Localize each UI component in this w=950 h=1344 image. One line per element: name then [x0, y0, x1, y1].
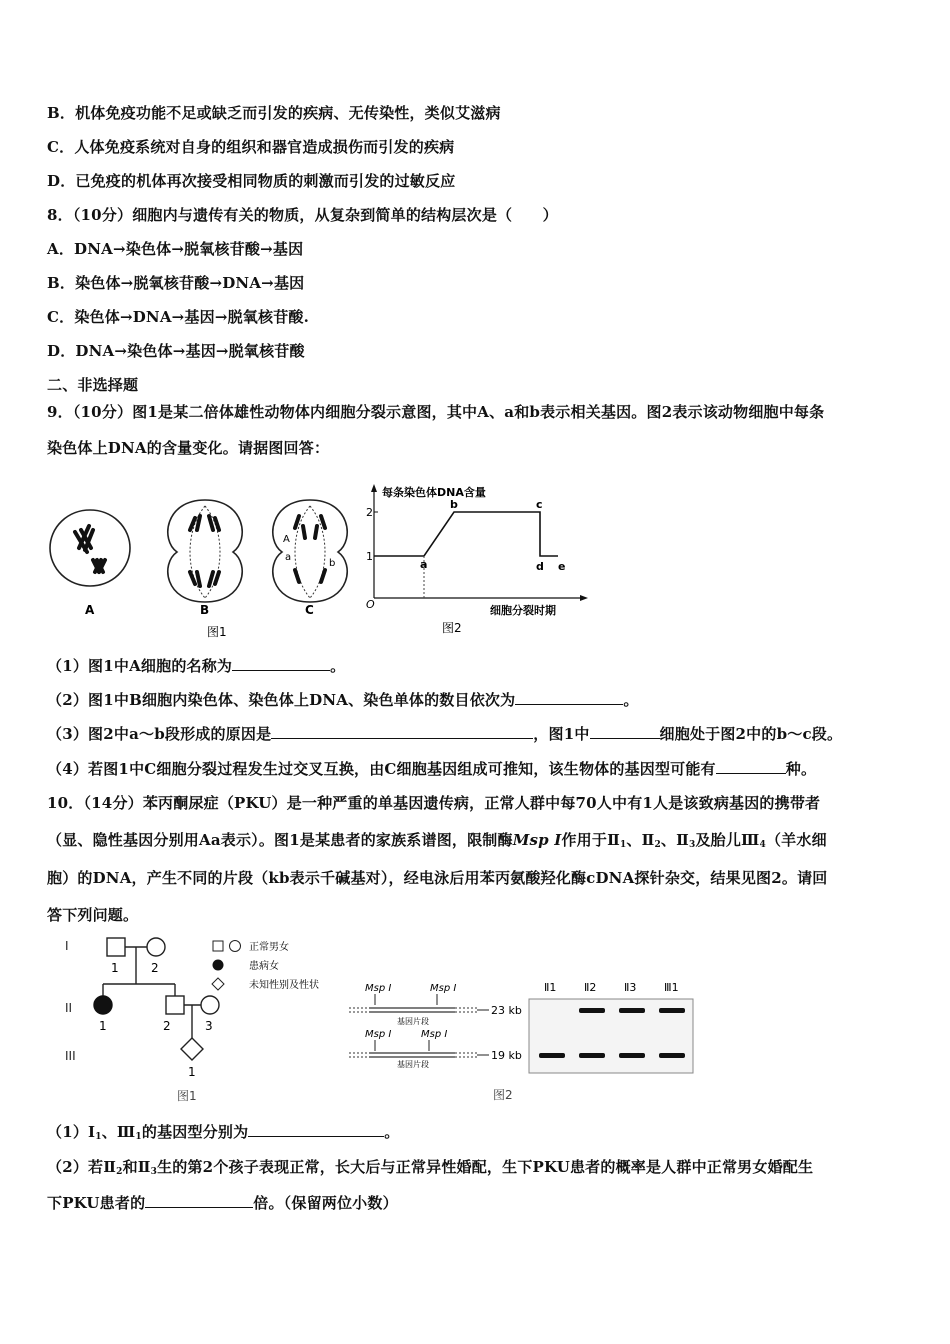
origin-label: O: [366, 598, 375, 611]
generation-label-1: I: [65, 939, 69, 953]
gene-label-a-upper: A: [283, 534, 290, 545]
band-23kb: [579, 1008, 605, 1013]
q8-option-b: B．染色体→脱氧核苷酸→DNA→基因: [47, 274, 305, 292]
point-b: b: [450, 498, 458, 511]
figure1-caption: 图1: [207, 625, 227, 639]
lane-label: Ⅲ1: [664, 981, 679, 994]
dna-content-line: [374, 512, 558, 556]
pedigree-figure: [55, 932, 355, 1108]
cell-label-b: B: [200, 603, 210, 617]
q7-option-b: B．机体免疫功能不足或缺乏而引发的疾病、无传染性，类似艾滋病: [47, 104, 501, 122]
cell-b-membrane: [168, 500, 242, 602]
cell-a-chromosomes: [75, 526, 105, 572]
legend-circle-icon: [230, 941, 241, 952]
q9-sub3: （3）图2中a～b段形成的原因是 ，图1中 细胞处于图2中的b～c段。: [47, 725, 843, 743]
cell-label-a: A: [85, 603, 95, 617]
q10-stem-1: 10．（14分）苯丙酮尿症（PKU）是一种严重的单基因遗传病，正常人群中每70人中有1人是该致病基因的携带者: [47, 794, 821, 812]
generation-label-3: III: [65, 1049, 76, 1063]
point-e: e: [558, 560, 566, 573]
pedigree-iii1-unknown: [181, 1038, 203, 1060]
q8-option-c: C．染色体→DNA→基因→脱氧核苷酸.: [47, 308, 310, 326]
q10-stem-4: 答下列问题。: [47, 906, 139, 924]
q9-sub2: （2）图1中B细胞内染色体、染色体上DNA、染色单体的数目依次为 。: [47, 691, 639, 709]
ii2-number: 2: [163, 1019, 171, 1033]
pedigree-ii1-affected-female: [94, 996, 112, 1014]
band-19kb: [579, 1053, 605, 1058]
pedigree-ii3-female: [201, 996, 219, 1014]
y-axis-arrow: [371, 484, 377, 492]
pedigree-i1-male: [107, 938, 125, 956]
figure2-caption: 图2: [442, 621, 462, 635]
q7-option-c: C．人体免疫系统对自身的组织和器官造成损伤而引发的疾病: [47, 138, 455, 156]
gene-fragment-label: 基因片段: [397, 1060, 429, 1069]
generation-label-2: II: [65, 1001, 73, 1015]
size-23kb: 23 kb: [491, 1004, 522, 1017]
band-23kb: [659, 1008, 685, 1013]
band-19kb: [619, 1053, 645, 1058]
q10-sub2-line1: （2）若$Ⅱ_2$和$Ⅱ_3$生的第2个孩子表现正常，长大后与正常异性婚配，生下PKU患者的概率是人群中正常男女婚配生: [47, 1158, 814, 1177]
gel-caption: 图2: [493, 1088, 513, 1102]
band-23kb: [619, 1008, 645, 1013]
legend-square-icon: [213, 941, 223, 951]
msp-site-label: Msp I: [365, 1029, 392, 1040]
gene-label-b: b: [329, 558, 336, 569]
q9-figure2: [362, 480, 592, 640]
pedigree-i2-female: [147, 938, 165, 956]
section-title: 二、非选择题: [47, 376, 139, 394]
point-d: d: [536, 560, 544, 573]
answer-blank[interactable]: [716, 759, 786, 774]
legend-diamond-icon: [212, 978, 224, 990]
answer-blank[interactable]: [145, 1193, 253, 1208]
ii1-number: 1: [99, 1019, 107, 1033]
q7-option-d: D．已免疫的机体再次接受相同物质的刺激而引发的过敏反应: [47, 172, 456, 190]
q9-sub4: （4）若图1中C细胞分裂过程发生过交叉互换，由C细胞基因组成可推知，该生物体的基因型可能有 种。: [47, 760, 817, 778]
q9-sub1: （1）图1中A细胞的名称为 。: [47, 657, 346, 675]
q10-stem-3: 胞）的DNA，产生不同的片段（kb表示千碱基对），经电泳后用苯丙氨酸羟化酶cDNA探针杂交，结果见图2。请回: [47, 869, 828, 887]
msp-site-label: Msp I: [430, 983, 457, 994]
lane-label: Ⅱ1: [544, 981, 557, 994]
i1-number: 1: [111, 961, 119, 975]
i2-number: 2: [151, 961, 159, 975]
cell-b-chromosomes: [190, 516, 219, 586]
legend-filled-circle-icon: [213, 960, 224, 971]
q8-stem: 8．（10分）细胞内与遗传有关的物质，从复杂到简单的结构层次是（ ）: [47, 206, 558, 224]
q9-stem-2: 染色体上DNA的含量变化。请据图回答：: [47, 439, 330, 457]
legend-normal: 正常男女: [249, 942, 289, 953]
band-19kb: [539, 1053, 565, 1058]
lane-label: Ⅱ2: [584, 981, 597, 994]
q8-option-a: A．DNA→染色体→脱氧核苷酸→基因: [47, 240, 304, 258]
cell-c-chromosomes: [295, 516, 325, 582]
gel-figure: [345, 975, 700, 1105]
gene-label-a-lower: a: [285, 552, 292, 563]
q9-figure1: [45, 490, 365, 640]
band-19kb: [659, 1053, 685, 1058]
cell-label-c: C: [305, 603, 314, 617]
y-axis-title: 每条染色体DNA含量: [382, 486, 486, 499]
q9-stem-1: 9．（10分）图1是某二倍体雄性动物体内细胞分裂示意图，其中A、a和b表示相关基因。图2表示该动物细胞中每条: [47, 403, 825, 421]
q10-sub1: $(1)I_1$、$Ⅲ_1$的基因型分别为 。: [47, 1123, 400, 1142]
y-tick-1: 1: [366, 550, 373, 563]
legend-unknown: 未知性别及性状: [249, 980, 319, 991]
size-19kb: 19 kb: [491, 1049, 522, 1062]
legend-affected: 患病女: [249, 961, 279, 972]
q10-sub2-line2: 下PKU患者的 倍。（保留两位小数）: [47, 1194, 398, 1212]
pedigree-caption: 图1: [177, 1089, 197, 1103]
answer-blank[interactable]: [590, 724, 660, 739]
pedigree-ii2-male: [166, 996, 184, 1014]
point-c: c: [536, 498, 543, 511]
q10-stem-2: （显、隐性基因分别用Aa表示）。图1是某患者的家族系谱图，限制酶Msp I作用于$Ⅱ_1$、$Ⅱ_2$、$Ⅱ_3$及胎儿$Ⅲ_4$（羊水细: [47, 831, 827, 850]
x-axis-arrow: [580, 595, 588, 601]
gene-fragment-label: 基因片段: [397, 1017, 429, 1026]
point-a: a: [420, 558, 428, 571]
y-tick-2: 2: [366, 506, 373, 519]
cell-c-membrane: [273, 500, 347, 602]
q8-option-d: D．DNA→染色体→基因→脱氧核苷酸: [47, 342, 305, 360]
answer-blank[interactable]: [515, 690, 623, 705]
ii3-number: 3: [205, 1019, 213, 1033]
iii1-number: 1: [188, 1065, 196, 1079]
msp-site-label: Msp I: [365, 983, 392, 994]
msp-site-label: Msp I: [421, 1029, 448, 1040]
x-axis-title: 细胞分裂时期: [490, 604, 556, 617]
answer-blank[interactable]: [248, 1122, 384, 1137]
answer-blank[interactable]: [271, 724, 533, 739]
answer-blank[interactable]: [232, 656, 330, 671]
lane-label: Ⅱ3: [624, 981, 637, 994]
